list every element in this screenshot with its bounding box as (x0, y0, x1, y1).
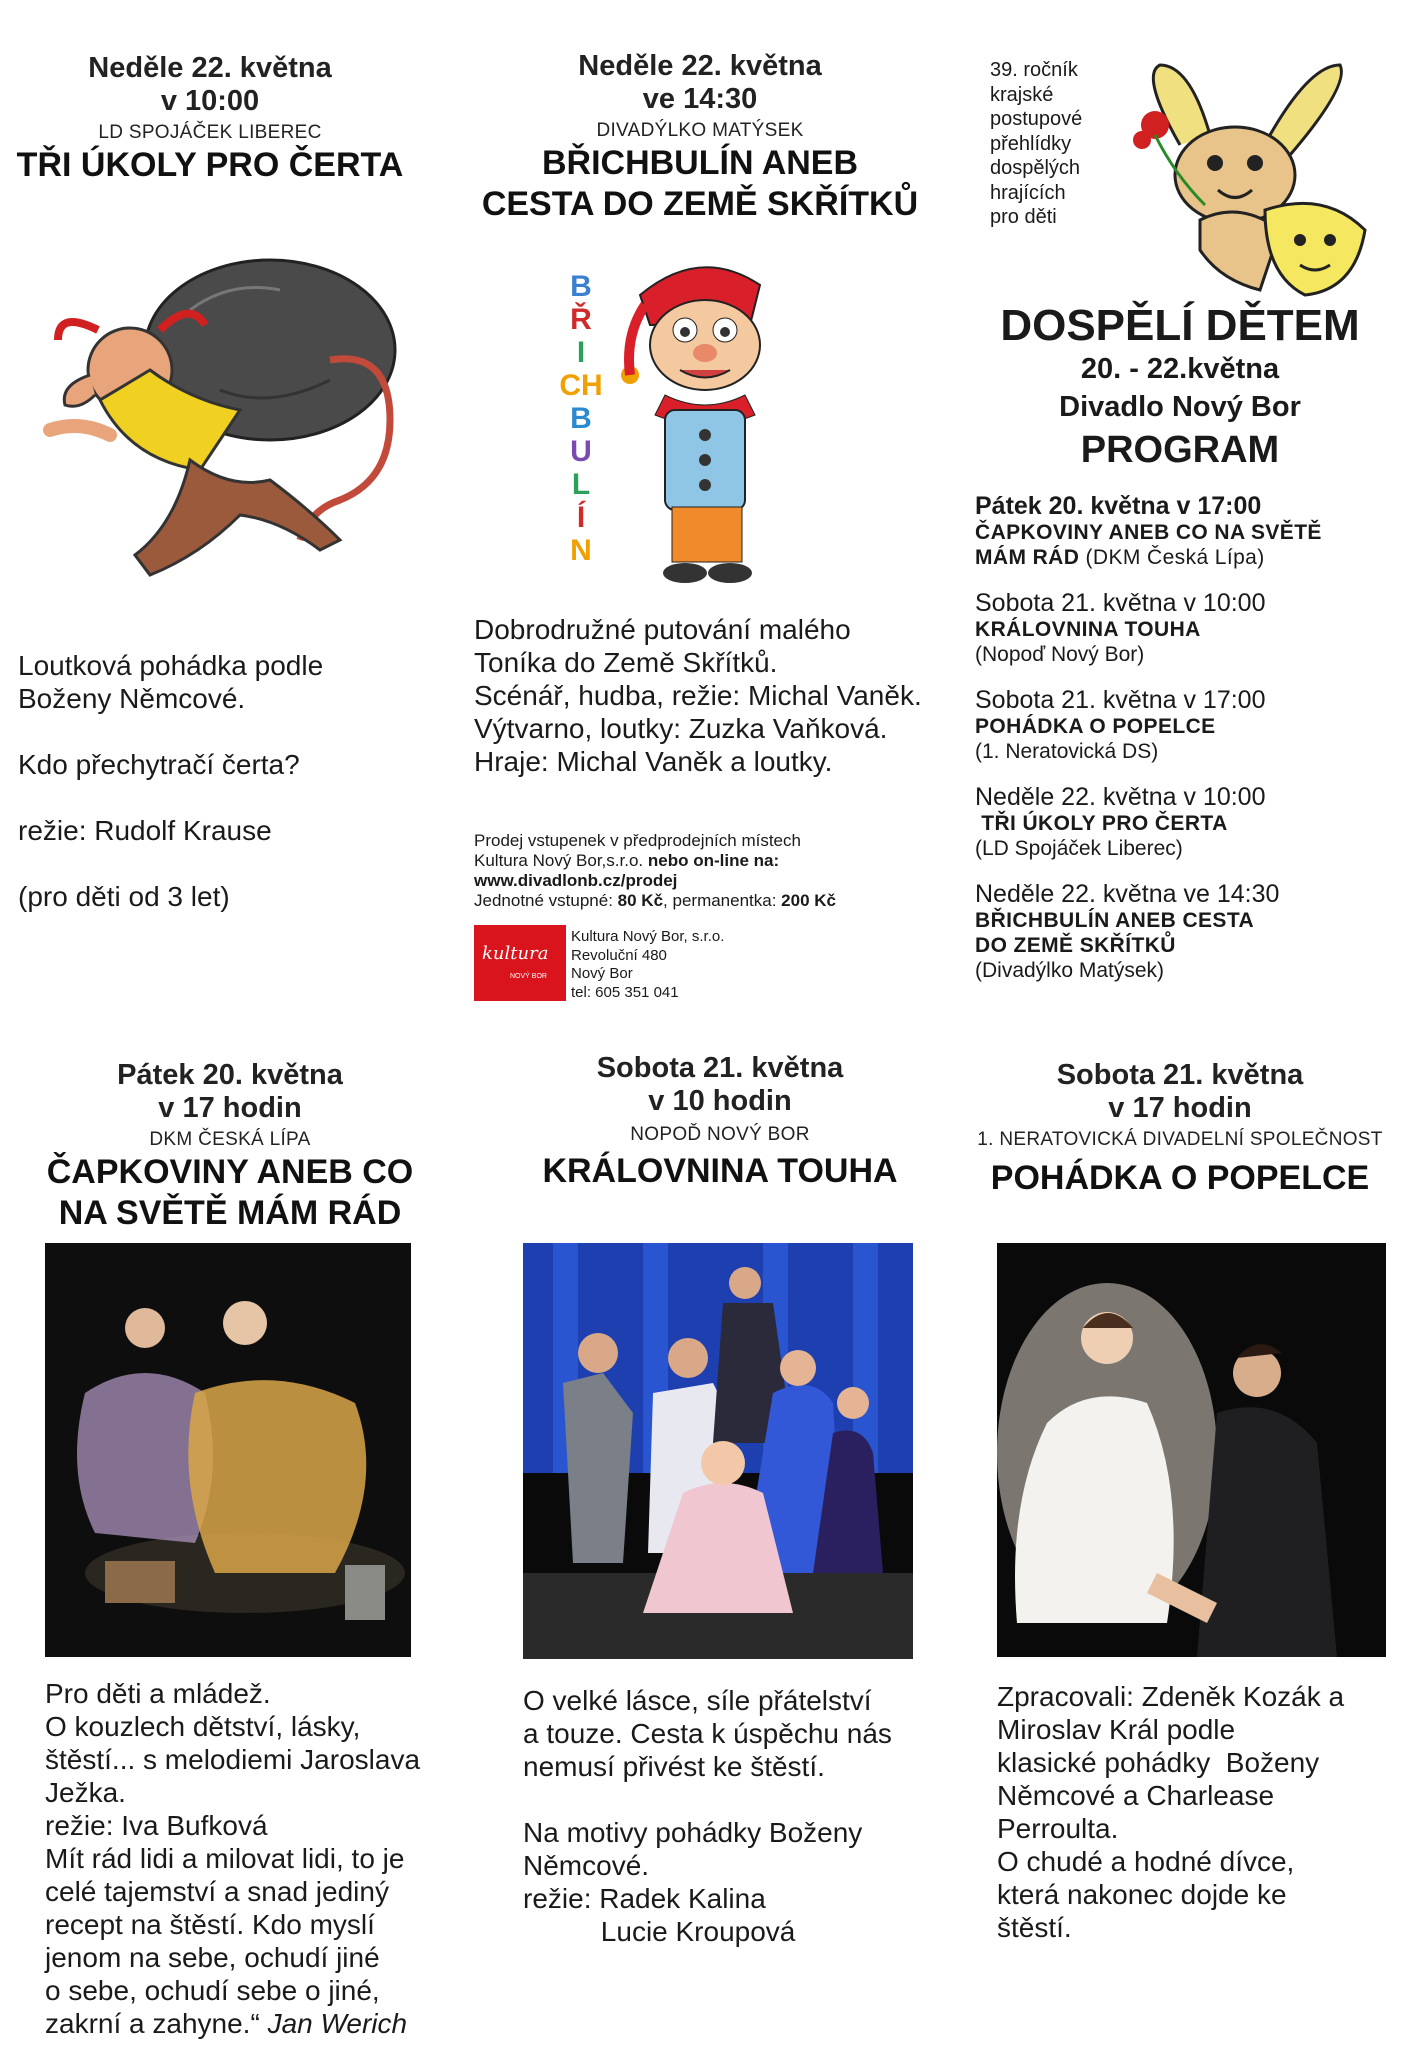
show-description-brichbulin (474, 613, 944, 778)
show-time: v 17 hodin (1108, 1092, 1252, 1124)
desc-line: Toníka do Země Skřítků. (474, 647, 778, 678)
desc-line: O kouzlech dětství, lásky, (45, 1711, 361, 1742)
program-venue: (Nopoď Nový Bor) (975, 643, 1145, 666)
ticket-info (474, 831, 914, 911)
popelka-photo (997, 1243, 1386, 1657)
desc-line (45, 2007, 445, 2040)
price-value: 80 Kč (617, 891, 664, 910)
festival-venue: Divadlo Nový Bor (1059, 391, 1301, 423)
desc-line: Na motivy pohádky Boženy (523, 1817, 863, 1848)
show-header-cert (0, 52, 420, 185)
show-date: Sobota 21. května (596, 1052, 844, 1084)
show-date: Pátek 20. května (117, 1059, 343, 1091)
kralovnina-photo (523, 1243, 913, 1659)
program-item (975, 493, 1395, 570)
program-item (975, 687, 1395, 764)
intro-line: postupové (990, 108, 1083, 130)
program-title: ČAPKOVINY ANEB CO NA SVĚTĚ (975, 521, 1322, 544)
desc-line: Boženy Němcové. (18, 683, 246, 714)
intro-line: přehlídky (990, 132, 1072, 155)
letter: L (571, 468, 591, 501)
program-item (975, 784, 1395, 861)
program-title: POHÁDKA O POPELCE (975, 715, 1216, 738)
program-heading: PROGRAM (1080, 429, 1280, 471)
intro-line: dospělých (990, 157, 1081, 179)
program-date: Pátek 20. května v 17:00 (975, 492, 1262, 520)
letter: I (576, 336, 586, 369)
show-company: DIVADÝLKO MATÝSEK (596, 120, 804, 141)
program-item (975, 590, 1395, 667)
desc-line: celé tajemství a snad jediný (45, 1876, 389, 1907)
intro-line: 39. ročník (990, 59, 1078, 81)
desc-line: Mít rád lidi a milovat lidi, to je (45, 1843, 405, 1874)
show-description-capkoviny (45, 1677, 445, 2040)
logo-subtext: NOVÝ BOR (510, 973, 547, 980)
show-time: v 10:00 (160, 85, 260, 117)
festival-heading (970, 302, 1390, 474)
show-description-popelka (997, 1680, 1397, 1944)
ticket-line (474, 851, 914, 871)
letter: Ř (570, 303, 592, 336)
intro-line: pro děti (990, 206, 1057, 228)
desc-line: Hraje: Michal Vaněk a loutky. (474, 746, 833, 777)
program-date: Sobota 21. května v 10:00 (975, 589, 1266, 617)
intro-line: krajské (990, 83, 1054, 106)
program-venue: (LD Spojáček Liberec) (975, 837, 1183, 860)
show-description-kralovnina (523, 1684, 923, 1948)
desc-line: Miroslav Král podle (997, 1714, 1236, 1745)
show-time: ve 14:30 (642, 83, 758, 115)
brichbulin-vertical-name (556, 270, 606, 567)
desc-line: jenom na sebe, ochudí jiné (45, 1942, 380, 1973)
show-company: LD SPOJÁČEK LIBEREC (98, 122, 322, 143)
show-company: 1. NERATOVICKÁ DIVADELNÍ SPOLEČNOST (977, 1129, 1383, 1150)
program-venue: (DKM Česká Lípa) (1079, 546, 1265, 569)
program-title: BŘICHBULÍN ANEB CESTA (975, 909, 1255, 932)
desc-line: štěstí. (997, 1912, 1072, 1943)
desc-line: O chudé a hodné dívce, (997, 1846, 1295, 1877)
desc-line: Němcové. (523, 1850, 650, 1881)
letter: U (570, 435, 592, 468)
kultura-address (571, 928, 724, 1002)
letter: Í (576, 501, 586, 534)
address-line: Revoluční 480 (571, 946, 667, 964)
show-title: POHÁDKA O POPELCE (990, 1159, 1370, 1197)
brichbulin-puppet-illustration (610, 255, 810, 595)
desc-line: O velké lásce, síle přátelství (523, 1685, 872, 1716)
desc-line: Loutková pohádka podle (18, 650, 324, 681)
show-header-kralovnina (460, 1052, 980, 1191)
ticket-url[interactable]: www.divadlonb.cz/prodej (474, 871, 678, 890)
show-header-capkoviny (20, 1059, 440, 1233)
show-title: NA SVĚTĚ MÁM RÁD (58, 1194, 402, 1232)
desc-line: Ježka. (45, 1777, 126, 1808)
show-time: v 17 hodin (158, 1092, 302, 1124)
program-title: DO ZEMĚ SKŘÍTKŮ (975, 934, 1176, 957)
show-title: TŘI ÚKOLY PRO ČERTA (16, 146, 404, 184)
desc-line: recept na štěstí. Kdo myslí (45, 1909, 375, 1940)
letter: CH (559, 369, 603, 402)
logo-text: kultura (482, 943, 549, 964)
quote-author: Jan Werich (267, 2008, 408, 2039)
desc-line: Scénář, hudba, režie: Michal Vaněk. (474, 680, 922, 711)
ticket-text: Kultura Nový Bor,s.r.o. (474, 851, 648, 870)
desc-line: klasické pohádky Boženy (997, 1747, 1320, 1778)
desc-line: režie: Radek Kalina (523, 1883, 766, 1914)
desc-line: (pro děti od 3 let) (18, 881, 230, 912)
show-title: CESTA DO ZEMĚ SKŘÍTKŮ (481, 185, 919, 223)
show-header-popelka (970, 1059, 1390, 1198)
program-date: Neděle 22. května ve 14:30 (975, 880, 1280, 908)
desc-line: Perroulta. (997, 1813, 1119, 1844)
program-list (975, 493, 1395, 1003)
program-venue: (1. Neratovická DS) (975, 740, 1159, 763)
ticket-price (474, 891, 914, 911)
price-value: 200 Kč (781, 891, 836, 910)
letter: B (570, 270, 592, 303)
program-title: TŘI ÚKOLY PRO ČERTA (975, 812, 1228, 835)
desc-line: která nakonec dojde ke (997, 1879, 1287, 1910)
price-label: , permanentka: (663, 891, 782, 910)
festival-intro (990, 58, 1082, 230)
festival-name: DOSPĚLÍ DĚTEM (1000, 301, 1360, 350)
desc-line: Dobrodružné putování malého (474, 614, 851, 645)
ticket-line: Prodej vstupenek v předprodejních místech (474, 831, 801, 850)
show-title: KRÁLOVNINA TOUHA (542, 1152, 898, 1190)
desc-line: Výtvarno, loutky: Zuzka Vaňková. (474, 713, 888, 744)
desc-line: štěstí... s melodiemi Jaroslava (45, 1744, 421, 1775)
desc-line: režie: Iva Bufková (45, 1810, 268, 1841)
desc-line: o sebe, ochudí sebe o jiné, (45, 1975, 380, 2006)
program-venue: (Divadýlko Matýsek) (975, 959, 1165, 982)
address-line: tel: 605 351 041 (571, 983, 679, 1001)
show-company: DKM ČESKÁ LÍPA (149, 1129, 311, 1150)
desc-line: Pro děti a mládež. (45, 1678, 271, 1709)
program-title (975, 545, 1395, 570)
show-title: BŘICHBULÍN ANEB (541, 144, 859, 182)
ticket-text: nebo on-line na: (647, 851, 780, 870)
quote-end: zakrní a zahyne.“ (45, 2008, 268, 2039)
address-line: Nový Bor (571, 965, 633, 982)
address-line: Kultura Nový Bor, s.r.o. (571, 928, 725, 945)
program-title-part: MÁM RÁD (975, 546, 1080, 569)
letter: B (570, 402, 592, 435)
show-header-brichbulin (440, 50, 960, 224)
devil-illustration (20, 250, 420, 580)
letter: N (570, 534, 592, 567)
desc-line: Kdo přechytračí čerta? (18, 749, 300, 780)
desc-line: a touze. Cesta k úspěchu nás (523, 1718, 892, 1749)
rabbit-mask-logo (1130, 55, 1380, 300)
show-description-cert (18, 649, 398, 913)
desc-line: Zpracovali: Zdeněk Kozák a (997, 1681, 1345, 1712)
kultura-logo (474, 925, 566, 1001)
program-title: KRÁLOVNINA TOUHA (975, 618, 1201, 641)
show-company: NOPOĎ NOVÝ BOR (630, 1124, 810, 1145)
program-date: Neděle 22. května v 10:00 (975, 783, 1266, 811)
festival-dates: 20. - 22.května (1080, 353, 1280, 385)
show-title: ČAPKOVINY ANEB CO (46, 1153, 414, 1191)
show-date: Sobota 21. května (1056, 1059, 1304, 1091)
intro-line: hrajících (990, 181, 1066, 204)
price-label: Jednotné vstupné: (474, 891, 618, 910)
program-item (975, 881, 1395, 983)
desc-line: nemusí přivést ke štěstí. (523, 1751, 825, 1782)
desc-line: Lucie Kroupová (523, 1916, 796, 1947)
program-date: Sobota 21. května v 17:00 (975, 686, 1266, 714)
desc-line: režie: Rudolf Krause (18, 815, 272, 846)
show-date: Neděle 22. května (578, 50, 822, 82)
desc-line: Němcové a Charlease (997, 1780, 1275, 1811)
show-date: Neděle 22. května (88, 52, 332, 84)
show-time: v 10 hodin (648, 1085, 792, 1117)
capkoviny-photo (45, 1243, 411, 1657)
